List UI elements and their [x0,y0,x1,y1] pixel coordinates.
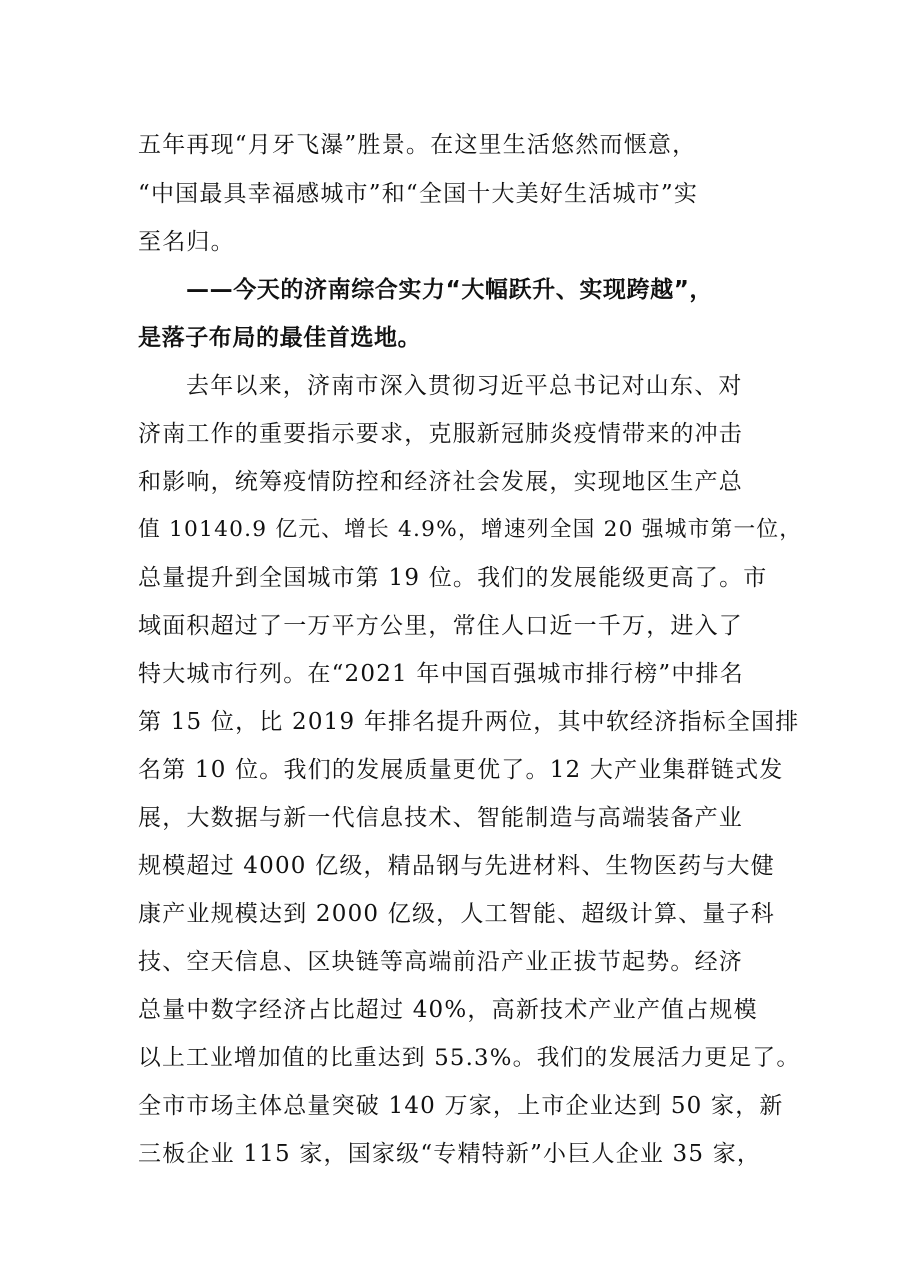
text-line: 全市市场主体总量突破 140 万家，上市企业达到 50 家，新 [138,1093,784,1119]
text-line: 技、空天信息、区块链等高端前沿产业正拔节起势。经济 [138,949,743,975]
text-line: 展，大数据与新一代信息技术、智能制造与高端装备产业 [138,805,743,831]
text-line: 至名归。 [138,229,235,255]
text-line: 总量中数字经济占比超过 40%，高新技术产业产值占规模 [138,997,758,1023]
text-line: 五年再现“月牙飞瀑”胜景。在这里生活悠然而惬意， [138,132,697,158]
text-line: 名第 10 位。我们的发展质量更优了。12 大产业集群链式发 [138,757,784,783]
paragraph-first-line: 去年以来，济南市深入贯彻习近平总书记对山东、对 [186,373,743,399]
text-line: 以上工业增加值的比重达到 55.3%。我们的发展活力更足了。 [138,1045,801,1071]
text-line: 域面积超过了一万平方公里，常住人口近一千万，进入了 [138,613,743,639]
text-line: “中国最具幸福感城市”和“全国十大美好生活城市”实 [138,181,699,207]
text-line: 特大城市行列。在“2021 年中国百强城市排行榜”中排名 [138,661,744,687]
text-line: 和影响，统筹疫情防控和经济社会发展，实现地区生产总 [138,469,743,495]
text-line: 第 15 位，比 2019 年排名提升两位，其中软经济指标全国排 [138,709,800,735]
text-line: 总量提升到全国城市第 19 位。我们的发展能级更高了。市 [138,565,768,591]
text-line: 三板企业 115 家，国家级“专精特新”小巨人企业 35 家， [138,1141,762,1167]
text-line: 康产业规模达到 2000 亿级，人工智能、超级计算、量子科 [138,901,775,927]
section-heading-line: ——今天的济南综合实力“大幅跃升、实现跨越”， [186,277,714,303]
text-line: 济南工作的重要指示要求，克服新冠肺炎疫情带来的冲击 [138,421,743,447]
section-heading-line: 是落子布局的最佳首选地。 [138,325,422,351]
text-line: 值 10140.9 亿元、增长 4.9%，增速列全国 20 强城市第一位， [138,517,803,542]
text-line: 规模超过 4000 亿级，精品钢与先进材料、生物医药与大健 [138,853,775,879]
